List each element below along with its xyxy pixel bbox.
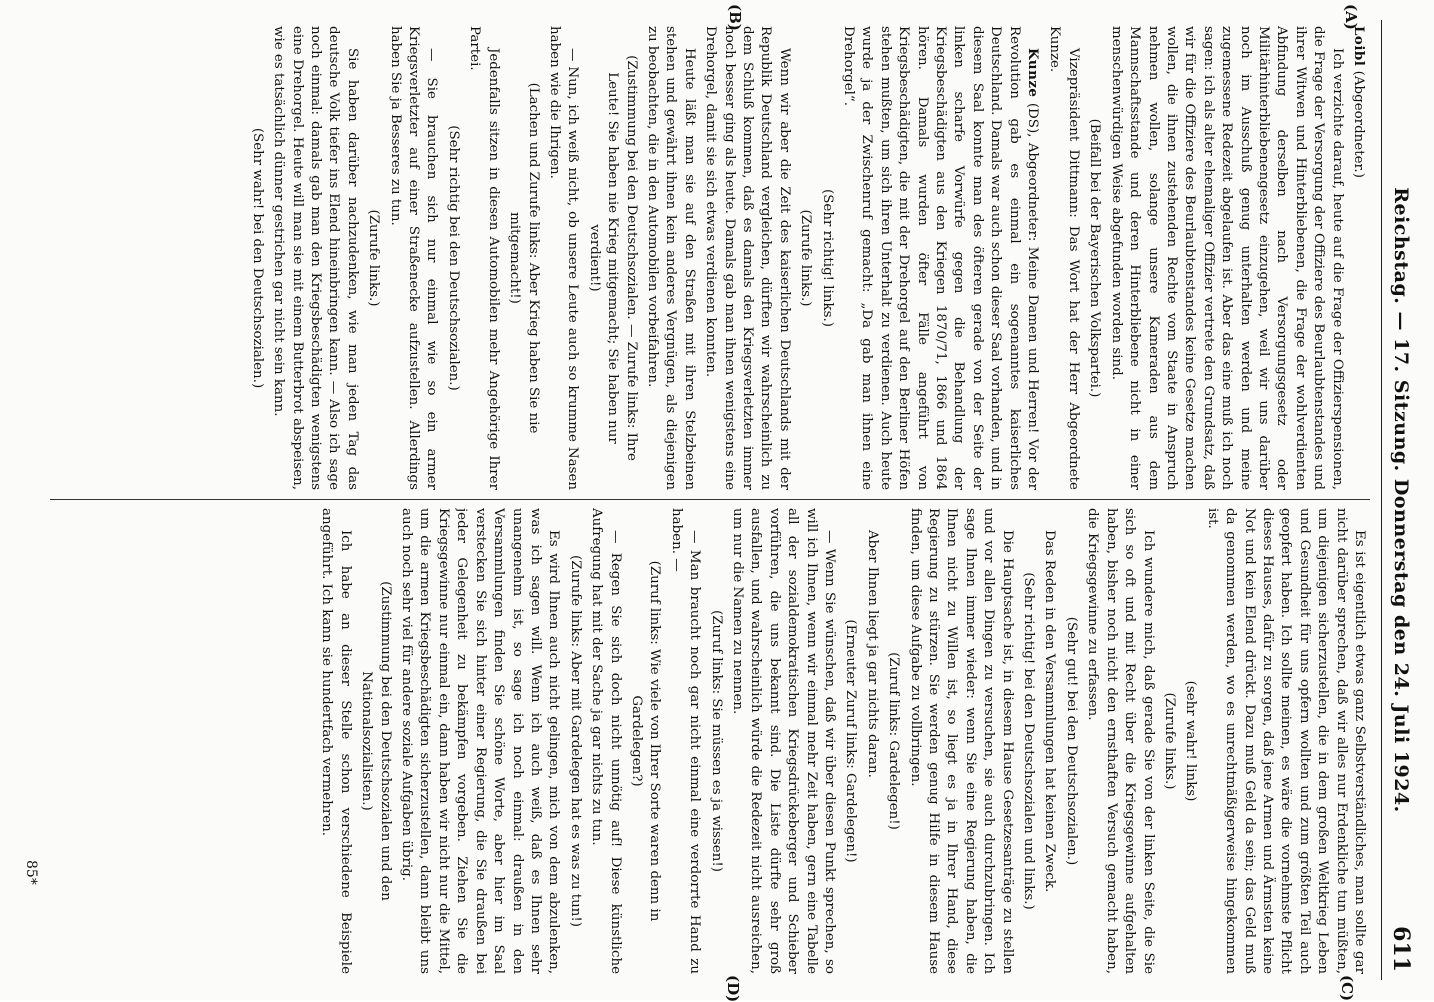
interjection: (Sehr richtig! bei den Deutschsozialen und links.) [1021,572,1037,910]
margin-letter-d: (D) [724,975,742,1002]
paragraph: Ich verzichte darauf, heute auf die Frage der Offizierspensionen, die Frage der Versorgung der Offiziere des Beurlaubtenstandes und ihrer Witwen und Hinterbliebenen, die Frage der wohlverdienten Abfindung derselben nach Versorgungsgesetz oder Militärhinterbliebenengesetz einzugehen, weil wir uns darüber noch im Ausschuß genug unterhalten werden und meine zugemessene Redezeit abgelaufen ist. Aber das eine muß ich noch sagen: ich als alter ehemaliger Offizier vertrete den Grundsatz, daß wir für die Offiziere des Beurlaubtenstandes keine Gesetze machen wollen, die ihnen zustehenden Rechte vom Staate in Anspruch nehmen wollen, solange unsere Kameraden aus dem Mannschaftsstande und deren Hinterbliebene nicht in einer menschenwürdigen Weise abgefunden worden sind. [1108,26,1345,490]
paragraph: Die Hauptsache ist, in diesem Hause Gesetzesanträge zu stellen und vor allen Dingen zu versuchen, sie auch durchzubringen. Ich sage Ihnen immer wieder: wenn Sie eine Regierung haben, die Ihnen nicht zu Willen ist, so liegt es ja in Ihrer Hand, diese Regierung zu stürzen. Sie werden genug Hilfe in diesem Hause finden, um diese Aufgabe zu vollbringen. [907,508,1015,974]
interjection: (Zurufe links.) [798,209,814,307]
paragraph: Sie haben darüber nachzudenken, wie man jeden Tag das deutsche Volk tiefer ins Elend hineinbringen kann. — Also ich sage noch einmal: damals gab man den Kriegsbeschädigten wenigstens eine Drehorgel. Heute will man sie mit einem Butterbrot abspeisen, wie es tatsächlich dünner gestrichen gar nicht sein kann. [271,26,360,490]
interjection: (Lachen und Zurufe links: Aber Krieg haben Sie nie mitgemacht!) [507,82,541,434]
left-column [38,26,1368,490]
interjection: (Zurufe links.) [1161,692,1177,790]
paragraph: — Regen Sie sich doch nicht unnötig auf! Diese künstliche Aufregung hat mit der Sache ja gar nichts zu tun. [589,508,623,974]
paragraph: Das Reden in den Versammlungen hat keinen Zweck. [1042,530,1058,893]
margin-letter-a: (A) [1342,4,1360,30]
interjection: (Zurufe links.) [366,209,382,307]
paragraph: Ich wundere mich, daß gerade Sie von der linken Seite, die Sie sich so oft und mit Recht über die Kriegsgewinne aufgehalten haben, bisher noch nicht den ernsthaften Versuch gemacht haben, die Kriegsgewinne zu erfassen. [1085,508,1156,974]
page-number: 611 [1388,926,1414,972]
interjection: (Zustimmung bei den Deutschsozialen. — Zurufe links: Ihre Leute! Sie haben nie Krieg mitgemacht; Sie haben nur verdient!) [586,55,639,461]
interjection: (Zuruf links: Gardelegen!) [886,652,902,830]
paragraph: — Wenn Sie wünschen, daß wir über diesen Punkt sprechen, so will ich Ihnen, wenn wir einmal mehr Zeit haben, gern eine Tabelle all der sozialdemokratischen Kriegsdrückeberger und Schieber vorführen, die uns bekannt sind. Die Liste dürfte sehr groß ausfallen, und wahrscheinlich würde die Redezeit nicht ausreichen, um nur die Namen zu nennen. [730,508,838,974]
margin-letter-b: (B) [726,4,744,31]
signature-mark: 85* [23,860,39,885]
paragraph: Wenn wir aber die Zeit des kaiserlichen Deutschlands mit der Republik Deutschland vergleichen, dürften wir wahrscheinlich zu dem Schluß kommen, daß es damals den Kriegsverletzten immer noch besser ging als heute. Damals gab man ihnen wenigstens eine Drehorgel, damit sie sich etwas verdienen konnten. [703,26,792,490]
paragraph: Ich habe an dieser Stelle schon verschiedene Beispiele angeführt. Ich kann sie hundertfach vermehren. [319,508,353,974]
paragraph: — Nun, ich weiß nicht, ob unsere Leute auch so krumme Nasen haben wie die Ihrigen. [546,26,581,490]
interjection: (Erneuter Zuruf links: Gardelegen!) [843,619,859,863]
paragraph: Vizepräsident Dittmann: Das Wort hat der Herr Abgeordnete Kunze. [1047,26,1081,490]
column-divider [50,499,1370,500]
speaker-role: (Abgeordneter.) [1351,70,1366,178]
paragraph: Es ist eigentlich etwas ganz Selbstverständliches, man sollte gar nicht darüber sprechen, daß wir alles nur Erdenkliche tun müßten, um diejenigen sicherzustellen, die in dem großen Weltkrieg Leben und Gesundheit für uns opfern wollten und zum größten Teil auch geopfert haben. Ich sollte meinen, es wäre die vornehmste Pflicht dieses Hauses, dafür zu sorgen, daß jene Armen und Ärmsten keine Not und kein Elend drückt. Dazu muß Geld da sein; das Geld muß da genommen werden, wo es unrechtmäßigerweise hingekommen ist. [1204,508,1367,974]
interjection: (Zustimmung bei den Deutschsozialen und den Nationalsozialisten.) [359,581,393,901]
speaker-name: Kunze [1025,48,1042,98]
paragraph: — Sie brauchen sich nur einmal wie so ein armer Kriegsverletzter auf einer Straßenecke aufzustellen. Allerdings haben Sie ja Besseres zu tun. [387,26,440,490]
paragraph: Jedenfalls sitzen in diesen Automobilen mehr Angehörige Ihrer Partei. [467,26,501,490]
interjection: (Sehr gut! bei den Deutschsozialen.) [1063,616,1079,866]
speaker-name: Loibl [1351,26,1367,67]
interjection: (Beifall bei der Bayerischen Volkspartei.) [1087,118,1103,398]
paragraph: Aber Ihnen liegt ja gar nichts daran. [864,530,880,778]
interjection: (Sehr richtig bei den Deutschsozialen.) [445,125,461,391]
margin-letter-c: (C) [1338,975,1356,1002]
right-column [38,508,1368,974]
interjection: (sehr wahr! links) [1183,680,1199,802]
paragraph [839,26,1042,490]
interjection: (Sehr richtig! links.) [819,189,835,327]
paragraph [1349,26,1368,490]
page-header-title: Reichstag. — 17. Sitzung. Donnerstag den 24. Juli 1924. [1390,187,1412,813]
interjection: (Sehr wahr! bei den Deutschsozialen.) [249,127,265,389]
paragraph: Es wird Ihnen auch nicht gelingen, mich von dem abzulenken, was ich sagen will. Wenn ich auch weiß, daß es Ihnen sehr unangenehm ist, so sage ich noch einmal: draußen in den Versammlungen finden Sie schöne Worte, aber hier im Saal verstecken Sie sich hinter einer Regierung, die Sie draußen bei jeder Gelegenheit zu bekämpfen vorgeben. Ziehen Sie die Kriegsgewinne nur einmal ein, dann haben wir nicht nur die Mittel, um die armen Kriegsbeschädigten sicherzustellen, dann bleibt uns auch noch sehr viel für andere soziale Aufgaben übrig. [399,508,562,974]
interjection: (Zurufe links: Aber mit Gardelegen hat es was zu tun!) [567,555,583,927]
interjection: (Zuruf links: Wie viele von Ihrer Sorte waren denn in Gardelegen?) [628,560,663,922]
paragraph: — Man braucht noch gar nicht einmal eine verdorrte Hand zu haben. — [668,508,703,974]
interjection: (Zuruf links: Sie müssen es ja wissen!) [708,610,724,872]
paragraph: Heute läßt man sie auf den Straßen mit ihren Stelzbeinen stehen und gewährt ihnen kein anderes Vergnügen, als diejenigen zu beobachten, die in den Automobilen vorbeifahren. [644,26,697,490]
page-header [1381,20,1426,980]
speech-text: (DS), Abgeordneter: Meine Damen und Herren! Vor der Revolution gab es einmal ein sogenanntes kaiserliches Deutschland. Damals war auch schon dieser Saal vorhanden, und in diesem Saal konnte man des öfteren gerade von der Seite der linken scharfe Vorwürfe gegen die Behandlung der Kriegsbeschädigten aus den Kriegen 1870/71, 1866 und 1864 hören. Damals wurden öfter Fälle angeführt von Kriegsbeschädigten, die mit der Drehorgel auf den Berliner Höfen stehen mußten, um sich ihren Unterhalt zu verdienen. Auch heute wurde ja der Zwischenruf gemacht: „Da gab man ihnen eine Drehorgel“. [841,26,1041,490]
